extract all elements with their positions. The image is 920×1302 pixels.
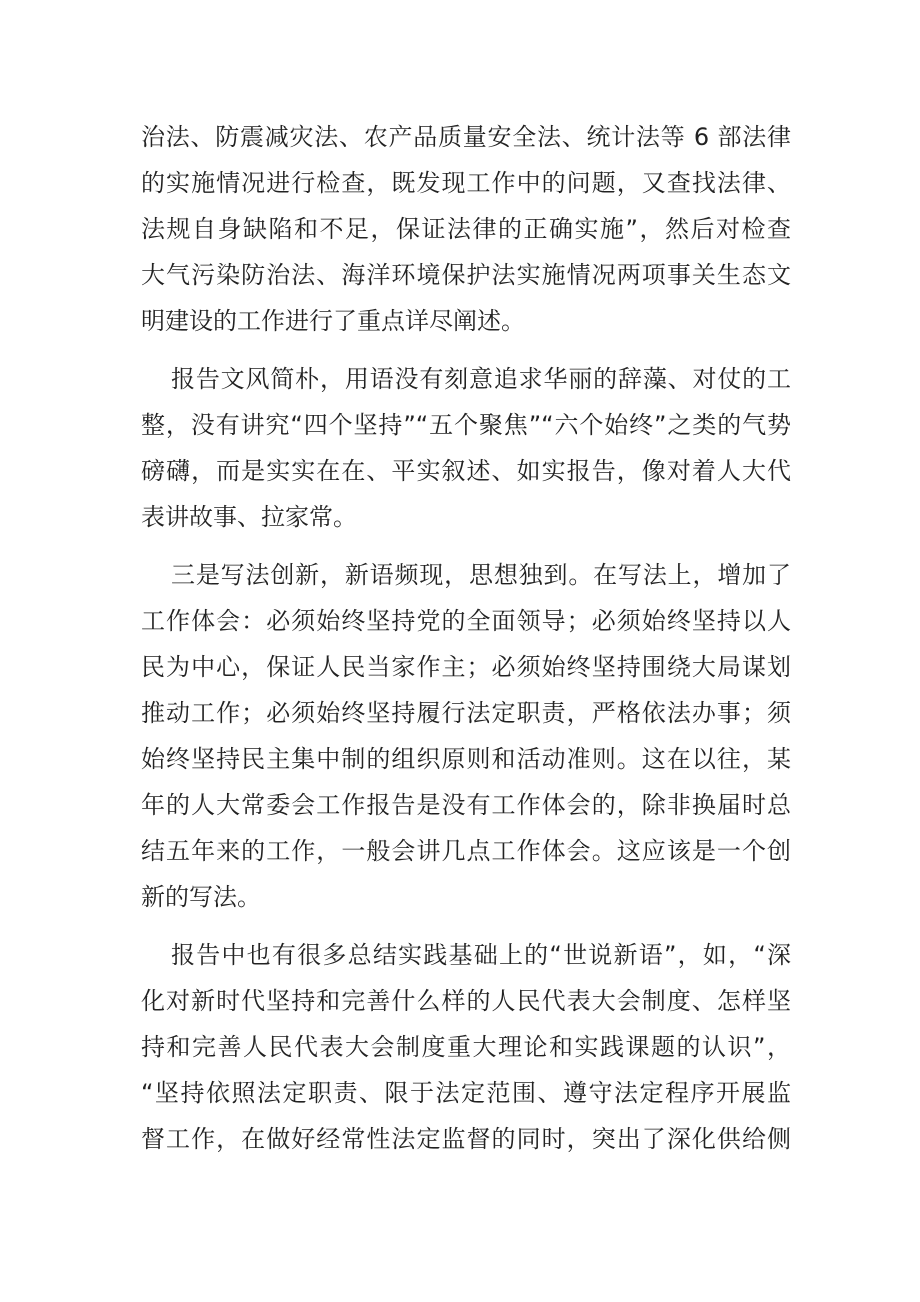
paragraph-line: 化对新时代坚持和完善什么样的人民代表大会制度、怎样坚 [141, 987, 791, 1015]
paragraph-line: 的实施情况进行检查，既发现工作中的问题，又查找法律、 [141, 169, 791, 197]
paragraph-line: 民为中心，保证人民当家作主；必须始终坚持围绕大局谋划 [141, 653, 791, 681]
paragraph-line: “坚持依照法定职责、限于法定范围、遵守法定程序开展监 [141, 1079, 791, 1107]
paragraph-2 [141, 356, 791, 540]
paragraph-line: 磅礴，而是实实在在、平实叙述、如实报告，像对着人大代 [141, 457, 791, 485]
paragraph-line: 持和完善人民代表大会制度重大理论和实践课题的认识”， [141, 1033, 791, 1061]
paragraph-line: 推动工作；必须始终坚持履行法定职责，严格依法办事；须 [141, 699, 791, 727]
paragraph-4 [141, 932, 791, 1162]
paragraph-line: 治法、防震减灾法、农产品质量安全法、统计法等 6 部法律 [141, 123, 791, 151]
paragraph-3 [141, 552, 791, 920]
paragraph-line: 整，没有讲究“四个坚持”“五个聚焦”“六个始终”之类的气势 [141, 411, 791, 439]
paragraph-1 [141, 114, 791, 344]
paragraph-line: 工作体会：必须始终坚持党的全面领导；必须始终坚持以人 [141, 607, 791, 635]
document-body [141, 114, 791, 1162]
paragraph-line: 法规自身缺陷和不足，保证法律的正确实施”，然后对检查 [141, 215, 791, 243]
paragraph-line: 新的写法。 [141, 883, 261, 911]
paragraph-line: 表讲故事、拉家常。 [141, 503, 357, 531]
paragraph-line: 大气污染防治法、海洋环境保护法实施情况两项事关生态文 [141, 261, 791, 289]
paragraph-line: 报告中也有很多总结实践基础上的“世说新语”，如，“深 [171, 941, 791, 969]
paragraph-line: 报告文风简朴，用语没有刻意追求华丽的辞藻、对仗的工 [171, 365, 791, 393]
paragraph-line: 督工作，在做好经常性法定监督的同时，突出了深化供给侧 [141, 1125, 791, 1153]
paragraph-line: 年的人大常委会工作报告是没有工作体会的，除非换届时总 [141, 791, 791, 819]
paragraph-line: 结五年来的工作，一般会讲几点工作体会。这应该是一个创 [141, 837, 791, 865]
paragraph-line: 明建设的工作进行了重点详尽阐述。 [141, 307, 525, 335]
paragraph-line: 三是写法创新，新语频现，思想独到。在写法上，增加了 [171, 561, 791, 589]
paragraph-line: 始终坚持民主集中制的组织原则和活动准则。这在以往，某 [141, 745, 791, 773]
